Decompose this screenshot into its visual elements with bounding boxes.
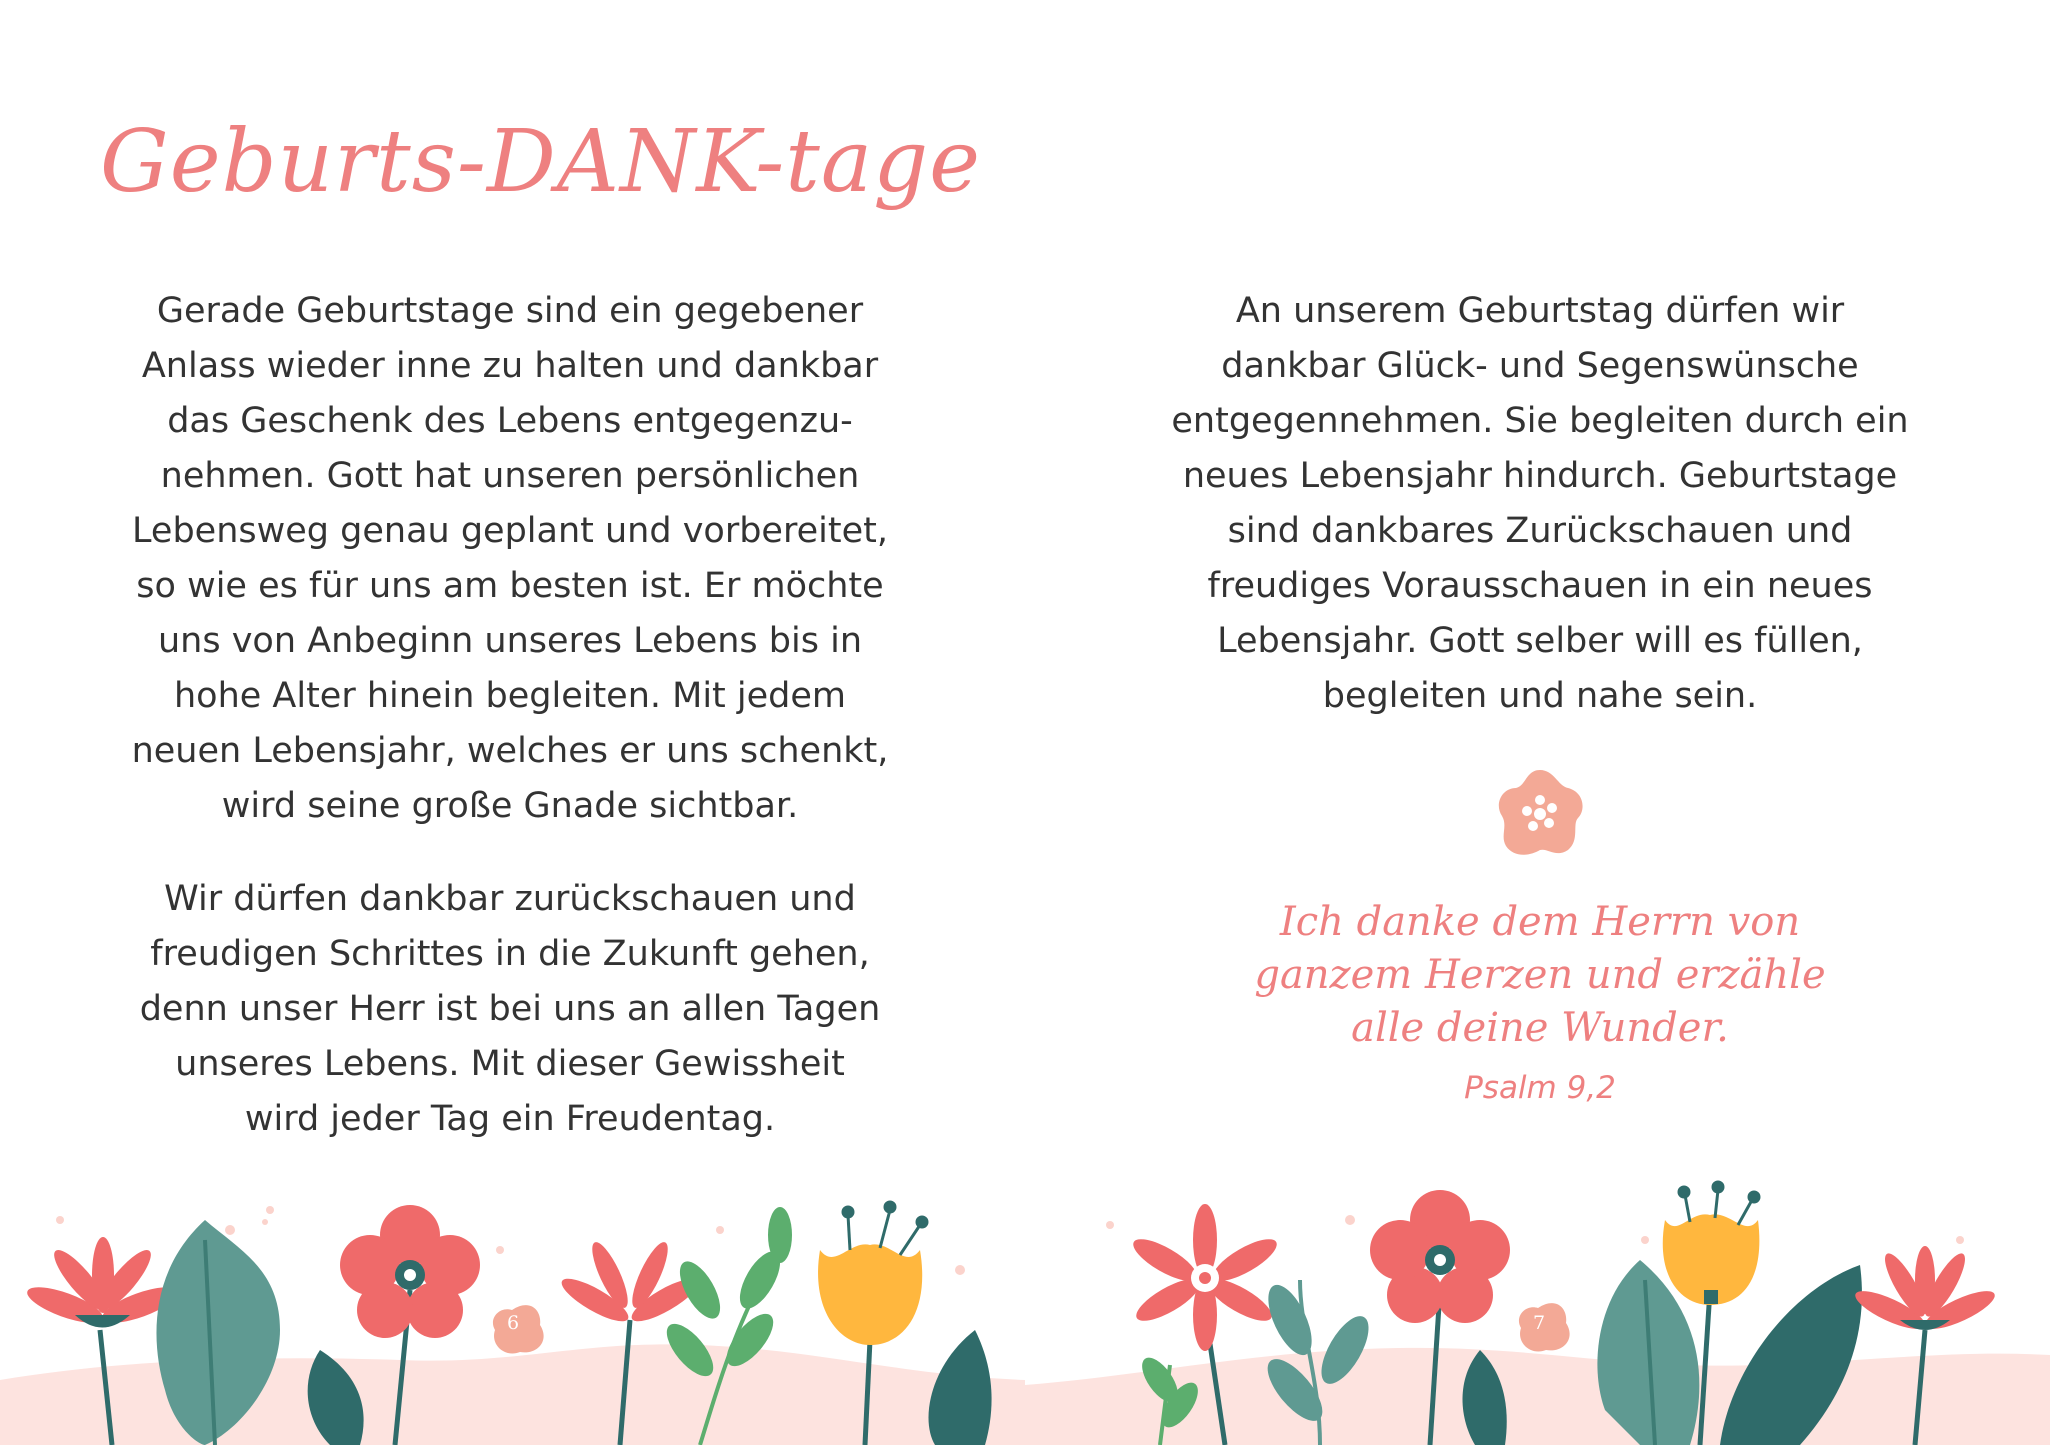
left-paragraph-1: Gerade Geburtstage sind ein gegebener Anlass wieder inne zu halten und dankbar das Geschenk des Lebens entgegenzu- nehmen. Gott hat unseren persönlichen Lebensweg genau geplant und vorbereitet, so wie es für uns am besten ist. Er möchte uns von Anbeginn unseres Lebens bis in hohe Alter hinein begleiten. Mit jedem neuen Lebensjahr, welches er uns schenkt, wird seine große Gnade sichtbar. (131, 291, 889, 826)
flower-divider-icon (1490, 764, 1590, 864)
page-title: Geburts-DANK-tage (100, 112, 982, 212)
floral-border (0, 1180, 2050, 1445)
left-paragraph-2: Wir dürfen dankbar zurückschauen und freudigen Schrittes in die Zukunft gehen, denn unser Herr ist bei uns an allen Tagen unseres Lebens. Mit dieser Gewissheit wird jeder Tag ein Freudentag. (139, 879, 881, 1139)
quote-reference: Psalm 9,2 (1464, 1070, 1616, 1106)
right-paragraph-1: An unserem Geburtstag dürfen wir dankbar Glück- und Segenswünsche entgegennehmen. Sie begleiten durch ein neues Lebensjahr hindurch. Geburtstage sind dankbares Zurückschauen und freudiges Vorausschauen in ein neues Lebensjahr. Gott selber will es füllen, begleiten und nahe sein. (1171, 291, 1909, 716)
page-number-right: 7 (1532, 1312, 1546, 1334)
left-column (100, 284, 920, 1147)
right-column (1130, 284, 1950, 724)
page-number-left: 6 (506, 1312, 520, 1334)
bible-quote: Ich danke dem Herrn von ganzem Herzen und erzähle alle deine Wunder. (1254, 899, 1826, 1051)
